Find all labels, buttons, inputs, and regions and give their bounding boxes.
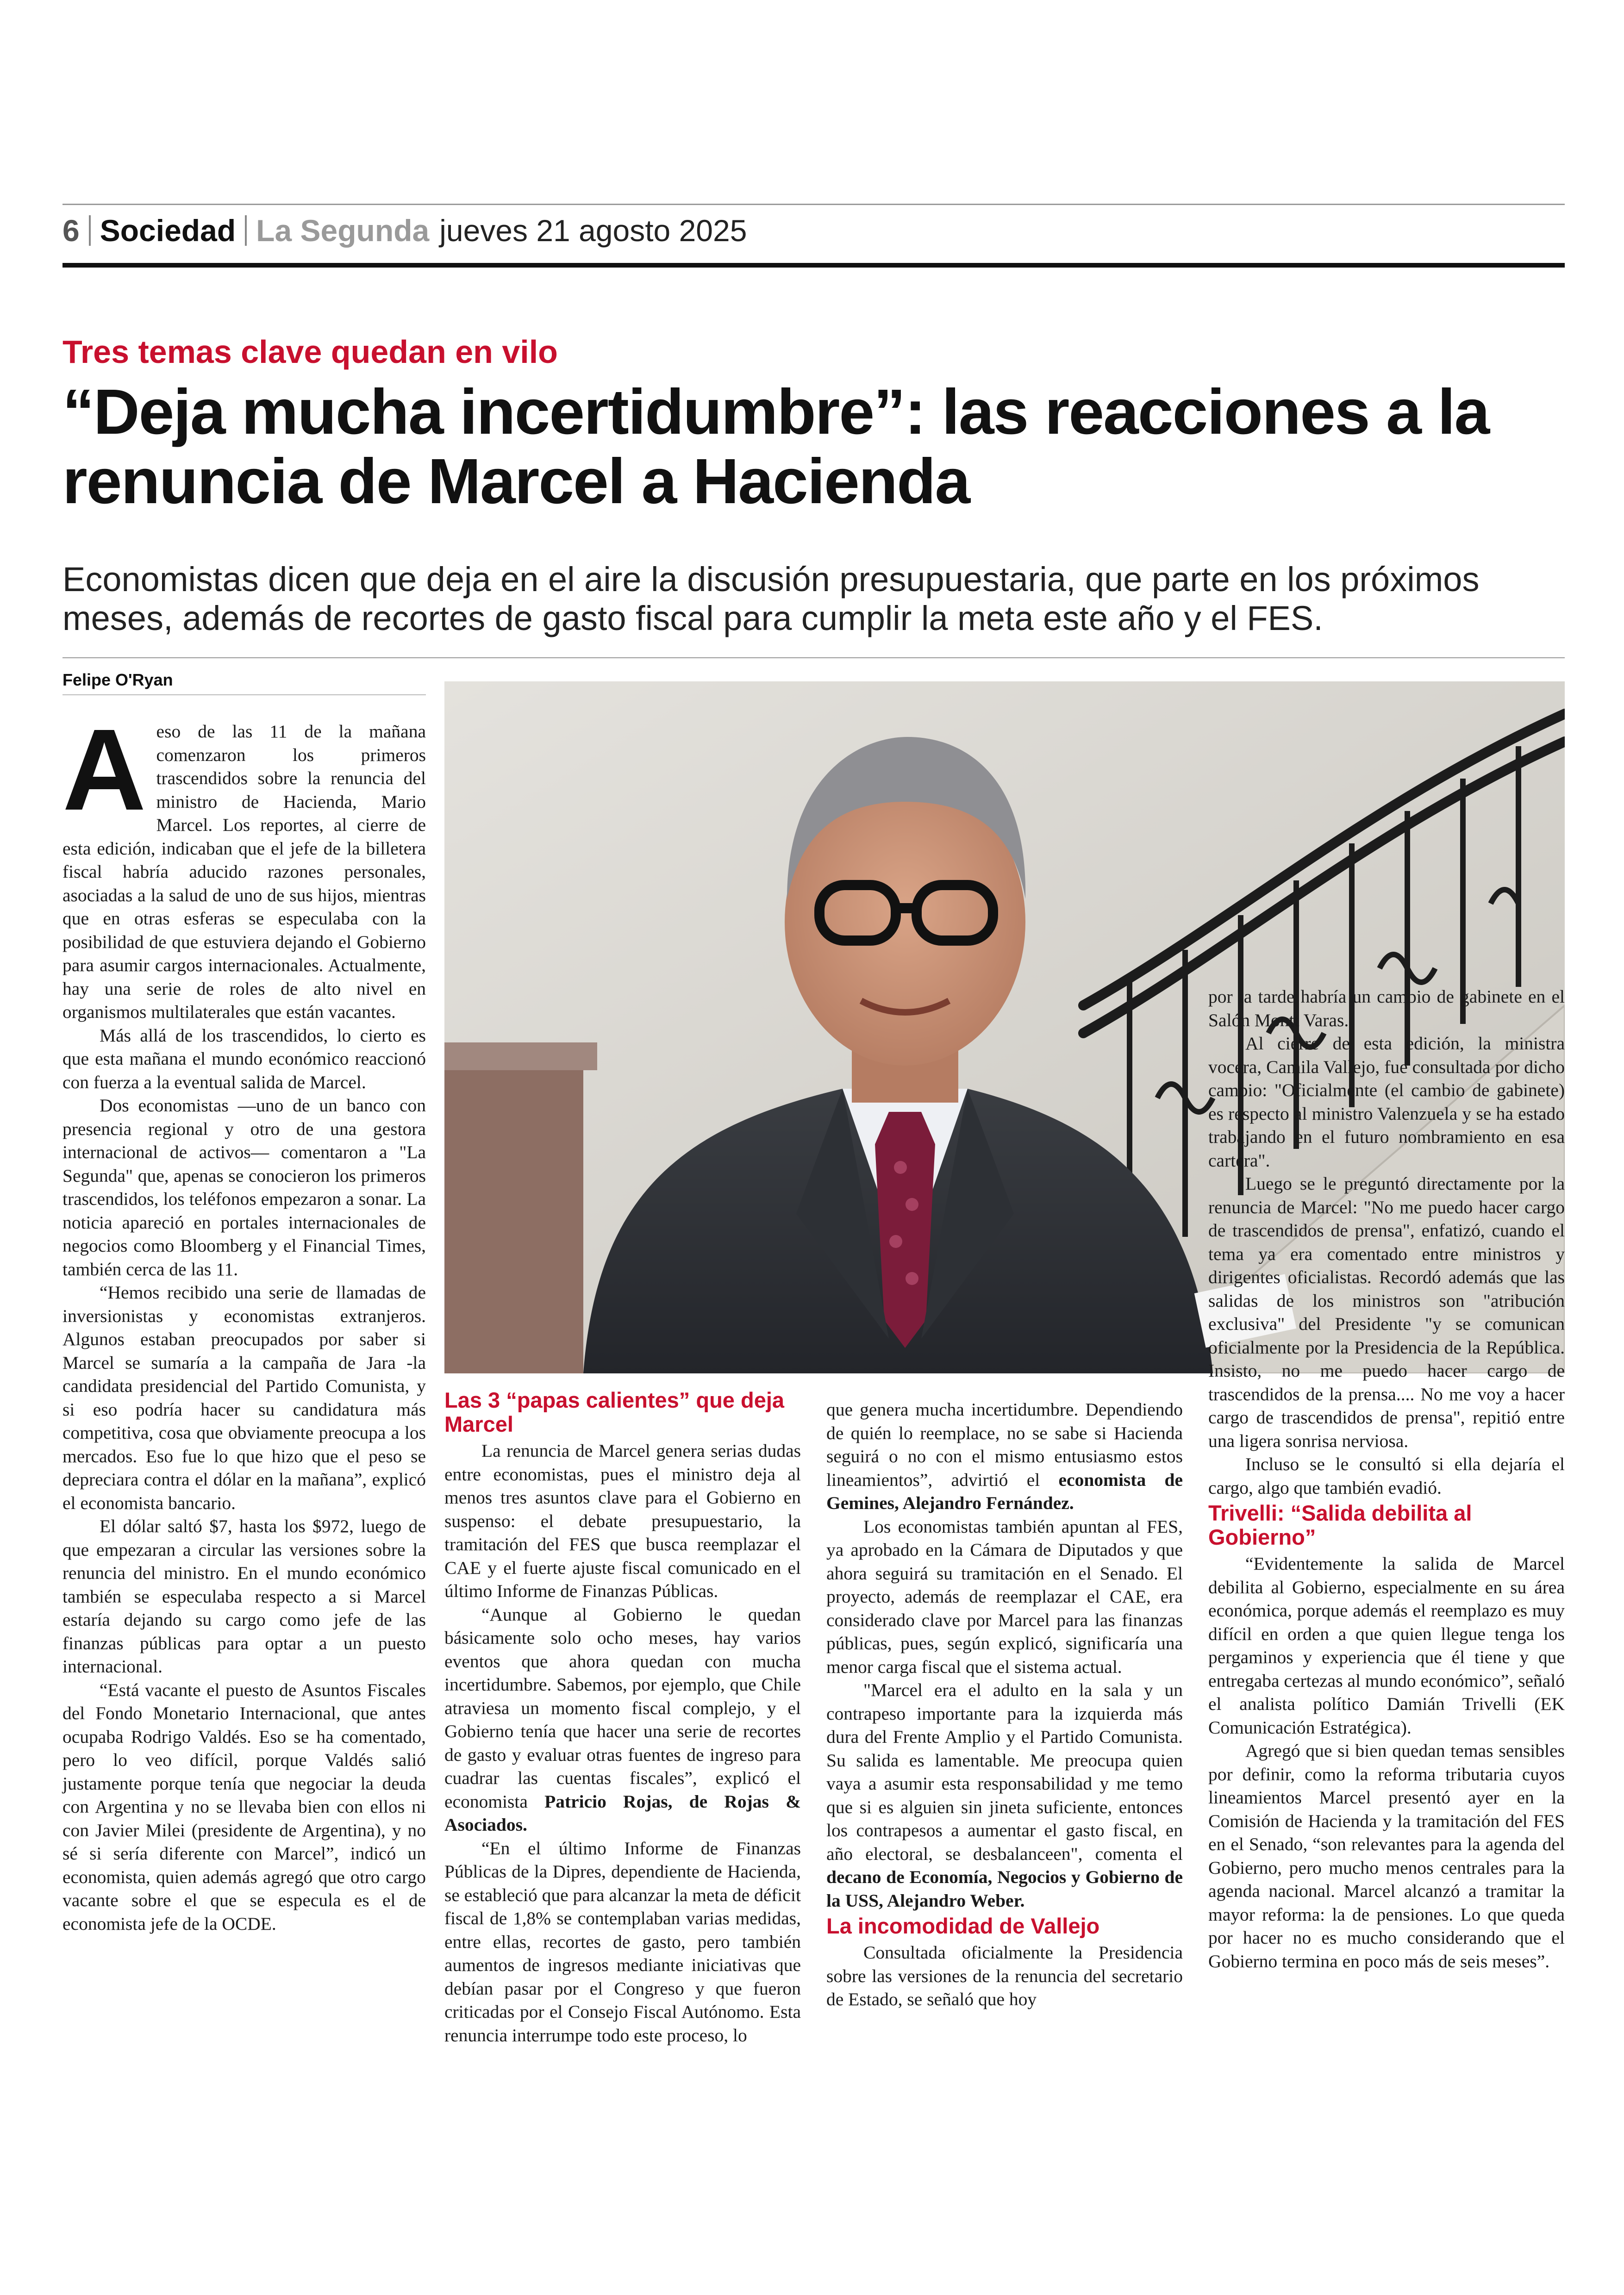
column-1 [62,705,426,1935]
paragraph [444,1603,801,1837]
section-name: Sociedad [100,213,236,248]
source-name: decano de Economía, Negocios y Gobierno de la USS, Alejandro Weber. [826,1867,1183,1911]
header-top-rule [62,204,1565,205]
paragraph: Al cierre de esta edición, la ministra vocera, Camila Vallejo, fue consultada por dicho cambio: "Oficialmente (el cambio de gabinete) es respecto al ministro Valenzuela y se ha estado trabajando en el futuro nombramiento en esa cartera". [1208,1033,1565,1171]
paragraph: La renuncia de Marcel genera serias dudas entre economistas, pues el ministro deja al menos tres asuntos clave para el Gobierno en suspenso: el debate presupuestario, la tramitación del FES que busca reemplazar el CAE y el fuerte ajuste fiscal comunicado en el último Informe de Finanzas Públicas. [444,1441,801,1601]
article-kicker: Tres temas clave quedan en vilo [62,334,558,370]
paragraph: Luego se le preguntó directamente por la renuncia de Marcel: "No me puedo hacer cargo de trascendidos de prensa", enfatizó, cuando el tema ya era comentado entre ministros y dirigentes oficialistas. Recordó además que las salidas de los ministros son "atribución exclusiva" del Presidente "y se comunican oficialmente por la Presidencia de la República. Insisto, no me puedo hacer cargo de trascendidos de la prensa.... No me voy a hacer cargo de trascendidos de prensa", repitió entre una ligera sonrisa nerviosa. [1208,1173,1565,1451]
header-separator [89,215,91,246]
paragraph: “Hemos recibido una serie de llamadas de inversionistas y economistas extranjeros. Algunos estaban preocupados por saber si Marcel se sumaría a la campaña de Jara -la candidata presidencial del Partido Comunista, y si eso podría hacer su candidatura más competitiva, cosa que obviamente preocupa a los mercados. Eso fue lo que hizo que el peso se depreciara contra el dólar en la mañana”, explicó el economista bancario. [62,1282,426,1513]
paragraph: Los economistas también apuntan al FES, ya aprobado en la Cámara de Diputados y que ahora seguirá su tramitación en el Senado. El proyecto, además de reemplazar el CAE, era considerado clave por Marcel para las finanzas públicas, pues, según explicó, significaría una menor carga fiscal que el sistema actual. [826,1516,1183,1677]
paragraph: Dos economistas —uno de un banco con presencia regional y otro de una gestora internacional de activos— comentaron a "La Segunda" que, apenas se conocieron los primeros trascendidos, los teléfonos empezaron a sonar. La noticia apareció en portales internacionales de negocios como Bloomberg y el Financial Times, también cerca de las 11. [62,1095,426,1279]
column-2 [444,1386,801,2047]
paragraph: Más allá de los trascendidos, lo cierto es que esta mañana el mundo económico reaccionó con fuerza a la eventual salida de Marcel. [62,1025,426,1092]
source-name: Patricio Rojas, de Rojas & Asociados. [444,1791,801,1835]
byline-rule [62,694,426,695]
column-3 [826,1398,1183,2011]
header-bottom-rule [62,263,1565,268]
article-title: “Deja mucha incertidumbre”: las reacciones a la renuncia de Marcel a Hacienda [62,376,1489,517]
article-subtitle: Economistas dicen que deja en el aire la discusión presupuestaria, que parte en los próximos meses, además de recortes de gasto fiscal para cumplir la meta este año y el FES. [62,560,1480,637]
newspaper-brand: La Segunda [256,213,430,248]
byline: Felipe O'Ryan [62,670,173,689]
section-heading-vallejo: La incomodidad de Vallejo [826,1914,1100,1938]
paragraph: Consultada oficialmente la Presidencia sobre las versiones de la renuncia del secretario de Estado, se señaló que hoy [826,1942,1183,2009]
paragraph: “En el último Informe de Finanzas Públicas de la Dipres, dependiente de Hacienda, se estableció que para alcanzar la meta de déficit fiscal de 1,8% se contemplaban varias medidas, entre ellas, recortes de gasto, pero también aumentos de ingresos mediante iniciativas que debían pasar por el Congreso y que fueron criticadas por el Consejo Fiscal Autónomo. Esta renuncia interrumpe todo este proceso, lo [444,1838,801,2046]
paragraph: “Evidentemente la salida de Marcel debilita al Gobierno, especialmente en su área económica, porque además el reemplazo es muy difícil en orden a que quien llegue tenga los pergaminos y experiencia que él tiene y que entregaba certezas al mundo económico”, señaló el analista político Damián Trivelli (EK Comunicación Estratégica). [1208,1553,1565,1738]
paragraph: por la tarde habría un cambio de gabinete en el Salón Montt Varas. [1208,986,1565,1030]
paragraph: Agregó que si bien quedan temas sensibles por definir, como la reforma tributaria cuyos lineamientos Marcel presentó ayer en la Comisión de Hacienda y la tramitación del FES en el Senado, “son relevantes para la agenda del Gobierno, pero mucho menos centrales para la agenda nacional. Marcel alcanzó a tramitar la mayor reforma: la de pensiones. Lo que queda por hacer no es mucho considerando que el Gobierno termina en poco más de seis meses”. [1208,1740,1565,1971]
paragraph: El dólar saltó $7, hasta los $972, luego de que empezaran a circular las versiones sobre la renuncia del ministro. En el mundo económico también se especulaba respecto a si Marcel estaría dejando su cargo como jefe de las finanzas públicas para optar a un puesto internacional. [62,1516,426,1677]
paragraph: Incluso se le consultó si ella dejaría el cargo, algo que también evadió. [1208,1454,1565,1498]
section-heading-trivelli: Trivelli: “Salida debilita al Gobierno” [1208,1501,1472,1549]
header-row [62,212,747,249]
quote-text: "Marcel era el adulto en la sala y un contrapeso importante para la izquierda más dura del Frente Amplio y el Partido Comunista. Su salida es lamentable. Me preocupa quien vaya a asumir esta responsabilidad y me temo que si es alguien sin jineta suficiente, entonces los contrapesos a aumentar el gasto fiscal, en año electoral, se desbalanceen", comenta el [826,1680,1183,1864]
source-name: economista de Gemines, Alejandro Fernández. [826,1469,1183,1513]
page-header [62,204,1565,255]
page-number: 6 [62,213,80,248]
header-separator [245,215,247,246]
quote-text: que genera mucha incertidumbre. Dependiendo de quién lo reemplace, no se sabe si Hacienda seguirá o no con el mismo entusiasmo estos lineamientos”, advirtió el [826,1399,1183,1490]
paragraph [826,1398,1183,1515]
section-heading-papas: Las 3 “papas calientes” que deja Marcel [444,1388,785,1436]
paragraph: Aeso de las 11 de la mañana comenzaron los primeros trascendidos sobre la renuncia del ministro de Hacienda, Mario Marcel. Los reportes, al cierre de esta edición, indicaban que el jefe de la billetera fiscal habría aducido razones personales, asociadas a la salud de uno de sus hijos, mientras que en otras esferas se especulaba con la posibilidad de que estuviera dejando el Gobierno para asumir cargos internacionales. Actualmente, hay una serie de roles de alto nivel en organismos multilaterales que están vacantes. [62,705,426,1022]
issue-date: jueves 21 agosto 2025 [439,213,747,248]
column-4 [1208,985,1565,1973]
quote-text: “Aunque al Gobierno le quedan básicamente solo ocho meses, hay varios eventos que ahora quedan con mucha incertidumbre. Sabemos, por ejemplo, que Chile atraviesa un momento fiscal complejo, y el Gobierno tenía que hacer una serie de recortes de gasto y evaluar otras fuentes de ingreso para cuadrar las cuentas fiscales”, explicó el economista [444,1604,801,1812]
subtitle-rule [62,657,1565,658]
paragraph [826,1678,1183,1912]
paragraph: “Está vacante el puesto de Asuntos Fiscales del Fondo Monetario Internacional, que antes ocupaba Rodrigo Valdés. Eso se ha comentado, pero lo veo difícil, porque Valdés salió justamente porque tenía que negociar la deuda con Argentina y no se llevaba bien con ellos ni con Javier Milei (presidente de Argentina), y no sé si sería diferente con Marcel”, indicó un economista, quien además agregó que otro cargo vacante sobre el que se especula es el de economista jefe de la OCDE. [62,1679,426,1934]
